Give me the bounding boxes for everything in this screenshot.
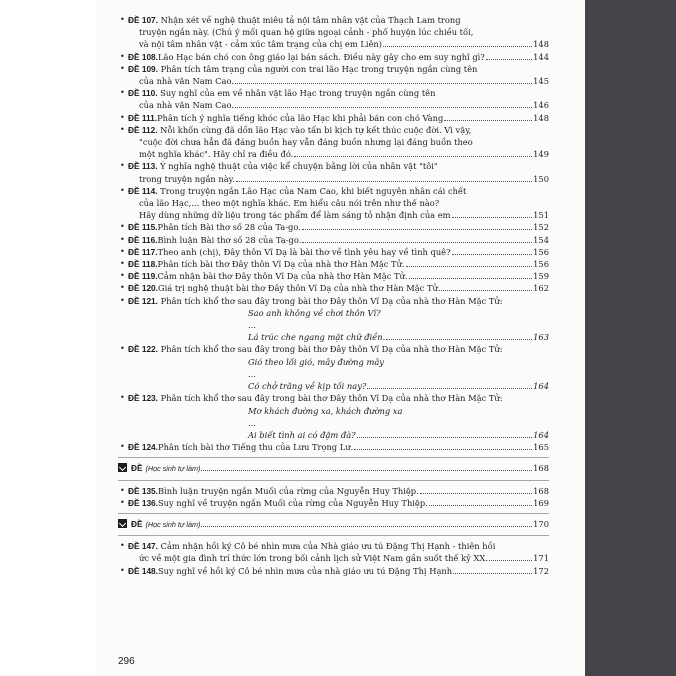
book-icon bbox=[118, 463, 127, 472]
verse-text: Có chở trăng về kịp tối nay? bbox=[248, 381, 367, 392]
entry-number: ĐỀ 111. bbox=[128, 112, 158, 123]
entry-page: 163 bbox=[533, 332, 549, 343]
entry-line bbox=[96, 75, 585, 87]
entry-text: Suy nghĩ về hồi ký Cô bé nhìn mưa của nhà giáo ưu tú Đặng Thị Hạnh bbox=[157, 565, 453, 576]
entry-text: Bình luận truyện ngắn Muối của rừng của Nguyễn Huy Thiệp. bbox=[157, 485, 419, 496]
entry-line bbox=[96, 63, 585, 75]
entry-line bbox=[96, 185, 585, 197]
dot-leader bbox=[354, 449, 532, 450]
verse-line: Mơ khách đường xa, khách đường xa bbox=[248, 405, 403, 416]
entry-line bbox=[96, 485, 585, 497]
entry-number: ĐỀ 147. bbox=[128, 541, 158, 552]
bullet-icon: • bbox=[120, 15, 125, 24]
bullet-icon: • bbox=[120, 185, 125, 195]
entry-page: 148 bbox=[533, 112, 549, 123]
entry-text: Phân tích bài thơ Tiếng thu của Lưu Trọng Lư. bbox=[157, 442, 354, 453]
bullet-icon: • bbox=[120, 271, 125, 281]
entry-number: ĐỀ 114. bbox=[128, 185, 158, 196]
verse-ellipsis: ... bbox=[248, 417, 256, 428]
toc-entry bbox=[96, 185, 585, 222]
entry-text: Bình luận Bài thơ số 28 của Ta-go. bbox=[157, 234, 302, 245]
verse-line: Gió theo lối gió, mây đường mây bbox=[248, 356, 384, 367]
toc-group-3 bbox=[96, 540, 585, 577]
toc-section-1 bbox=[96, 462, 585, 475]
toc-entry bbox=[96, 295, 585, 344]
entry-number: ĐỀ 118. bbox=[128, 259, 158, 270]
bullet-icon: • bbox=[120, 344, 125, 354]
entry-line bbox=[96, 160, 585, 172]
bullet-icon: • bbox=[120, 442, 125, 452]
toc-entry bbox=[96, 497, 585, 509]
entry-number: ĐỀ 136. bbox=[128, 497, 158, 508]
verse-text: Lá trúc che ngang mặt chữ điền. bbox=[248, 332, 386, 343]
entry-page: 159 bbox=[533, 271, 549, 282]
bullet-icon: • bbox=[120, 541, 125, 551]
entry-number: ĐỀ 116. bbox=[128, 234, 158, 245]
page-number: 296 bbox=[118, 656, 135, 667]
entry-page: 146 bbox=[533, 100, 549, 111]
entry-page: 168 bbox=[533, 485, 549, 496]
entry-line bbox=[96, 173, 585, 185]
toc-entry bbox=[96, 87, 585, 111]
verse-line bbox=[96, 380, 585, 392]
dot-leader bbox=[235, 107, 532, 108]
entry-line bbox=[96, 295, 585, 307]
bullet-icon: • bbox=[120, 283, 125, 293]
entry-page: 169 bbox=[533, 497, 549, 508]
entry-number: ĐỀ 148. bbox=[128, 565, 158, 576]
entry-page: 150 bbox=[533, 173, 549, 184]
toc-entry bbox=[96, 14, 585, 51]
bullet-icon: • bbox=[120, 124, 125, 134]
entry-number: ĐỀ 121. bbox=[128, 295, 158, 306]
bullet-icon: • bbox=[120, 63, 125, 73]
entry-text: Phân tích khổ thơ sau đây trong bài thơ Đây thôn Vĩ Dạ của nhà thơ Hàn Mặc Tử: bbox=[160, 344, 503, 355]
entry-number: ĐỀ 113. bbox=[128, 161, 158, 172]
entry-text: của nhà văn Nam Cao. bbox=[139, 100, 234, 111]
dot-leader bbox=[367, 388, 532, 389]
entry-text: Phân tích tâm trạng của người con trai lão Hạc trong truyện ngắn cùng tên bbox=[160, 63, 478, 74]
entry-number: ĐỀ 110. bbox=[128, 88, 158, 99]
entry-page: 164 bbox=[533, 381, 549, 392]
dot-leader bbox=[201, 470, 532, 471]
entry-page: 156 bbox=[533, 259, 549, 270]
toc-entry bbox=[96, 124, 585, 161]
entry-line bbox=[96, 87, 585, 99]
entry-text: Phân tích khổ thơ sau đây trong bài thơ Đây thôn Vĩ Dạ của nhà thơ Hàn Mặc Tử: bbox=[160, 393, 503, 404]
entry-text: Nhận xét về nghệ thuật miêu tả nội tâm nhân vật của Thạch Lam trong bbox=[160, 15, 461, 25]
entry-line bbox=[96, 221, 585, 233]
entry-line bbox=[96, 552, 585, 564]
verse-ellipsis: ... bbox=[248, 320, 256, 331]
table-of-contents bbox=[96, 14, 585, 577]
book-icon bbox=[118, 519, 127, 528]
entry-page: 156 bbox=[533, 246, 549, 257]
entry-text: Cảm nhận hồi ký Cô bé nhìn mưa của Nhà giáo ưu tú Đặng Thị Hạnh - thiên hồi bbox=[160, 541, 496, 552]
entry-line bbox=[96, 234, 585, 246]
entry-text: Giá trị nghệ thuật bài thơ Đây thôn Vĩ Dạ của nhà thơ Hàn Mặc Tử. bbox=[157, 283, 441, 294]
dot-leader bbox=[302, 242, 532, 243]
entry-text: Suy nghĩ của em về nhân vật lão Hạc trong truyện ngắn cùng tên bbox=[160, 88, 436, 99]
entry-page: 144 bbox=[533, 51, 549, 62]
right-margin bbox=[585, 0, 676, 676]
entry-number: ĐỀ 112. bbox=[128, 124, 158, 135]
entry-line bbox=[96, 26, 585, 38]
entry-line bbox=[96, 112, 585, 124]
entry-line bbox=[96, 209, 585, 221]
entry-line bbox=[96, 497, 585, 509]
bullet-icon: • bbox=[120, 112, 125, 122]
toc-section-2 bbox=[96, 518, 585, 531]
dot-leader bbox=[453, 573, 532, 574]
toc-group-2 bbox=[96, 485, 585, 509]
entry-line bbox=[96, 270, 585, 282]
entry-number: ĐỀ 124. bbox=[128, 442, 158, 453]
entry-text: trong truyện ngắn này. bbox=[139, 173, 235, 184]
entry-line bbox=[96, 124, 585, 136]
dot-leader bbox=[409, 278, 533, 279]
toc-entry bbox=[96, 540, 585, 564]
entry-line bbox=[96, 197, 585, 209]
entry-page: 152 bbox=[533, 222, 549, 233]
divider bbox=[118, 457, 549, 458]
dot-leader bbox=[452, 254, 533, 255]
entry-number: ĐỀ 108. bbox=[128, 51, 158, 62]
section-label: ĐỀ bbox=[131, 518, 143, 529]
entry-number: ĐỀ 109. bbox=[128, 63, 158, 74]
divider bbox=[118, 513, 549, 514]
dot-leader bbox=[201, 526, 532, 527]
entry-text: Lão Hạc bán chó con ông giáo lại bán sách. Điều này gây cho em suy nghĩ gì? bbox=[157, 51, 485, 62]
section-page: 168 bbox=[533, 463, 549, 474]
entry-text: Phân tích khổ thơ sau đây trong bài thơ Đây thôn Vĩ Dạ của nhà thơ Hàn Mặc Tử: bbox=[160, 295, 503, 306]
bullet-icon: • bbox=[120, 246, 125, 256]
entry-text: Theo anh (chị), Đây thôn Vĩ Dạ là bài thơ về tình yêu hay về tình quê? bbox=[157, 246, 451, 257]
entry-text: Ý nghĩa nghệ thuật của việc kể chuyện bằng lời của nhân vật "tôi" bbox=[160, 161, 438, 172]
toc-entry bbox=[96, 234, 585, 246]
bullet-icon: • bbox=[120, 295, 125, 305]
entry-line bbox=[96, 392, 585, 404]
dot-leader bbox=[420, 493, 532, 494]
entry-page: 154 bbox=[533, 234, 549, 245]
book-page bbox=[96, 0, 585, 676]
bullet-icon: • bbox=[120, 565, 125, 575]
verse-line: Sao anh không về chơi thôn Vĩ? bbox=[248, 307, 381, 318]
bullet-icon: • bbox=[120, 393, 125, 403]
entry-line bbox=[96, 282, 585, 294]
entry-number: ĐỀ 117. bbox=[128, 246, 158, 257]
toc-entry bbox=[96, 51, 585, 63]
entry-page: 172 bbox=[533, 565, 549, 576]
dot-leader bbox=[235, 83, 532, 84]
section-page: 170 bbox=[533, 518, 549, 529]
bullet-icon: • bbox=[120, 88, 125, 98]
dot-leader bbox=[302, 229, 532, 230]
entry-line bbox=[96, 136, 585, 148]
dot-leader bbox=[386, 339, 532, 340]
section-note: (Học sinh tự làm) bbox=[145, 519, 201, 529]
entry-page: 165 bbox=[533, 442, 549, 453]
entry-page: 148 bbox=[533, 39, 549, 50]
dot-leader bbox=[294, 156, 532, 157]
dot-leader bbox=[486, 59, 532, 60]
toc-entry bbox=[96, 160, 585, 184]
bullet-icon: • bbox=[120, 161, 125, 171]
entry-text: ức về một gia đình trí thức lớn trong bối cảnh lịch sử Việt Nam gần suốt thế kỷ XX. bbox=[139, 553, 488, 564]
verse-line bbox=[96, 429, 585, 441]
toc-entry bbox=[96, 392, 585, 441]
entry-page: 149 bbox=[533, 149, 549, 160]
verse-line bbox=[96, 331, 585, 343]
dot-leader bbox=[383, 46, 532, 47]
dot-leader bbox=[429, 505, 532, 506]
toc-entry bbox=[96, 343, 585, 392]
entry-number: ĐỀ 123. bbox=[128, 393, 158, 404]
entry-line bbox=[96, 51, 585, 63]
left-margin bbox=[0, 0, 96, 676]
entry-line bbox=[96, 14, 585, 26]
dot-leader bbox=[236, 181, 532, 182]
entry-number: ĐỀ 115. bbox=[128, 222, 158, 233]
section-label: ĐỀ bbox=[131, 463, 143, 474]
bullet-icon: • bbox=[120, 222, 125, 232]
toc-entry bbox=[96, 565, 585, 577]
toc-entry bbox=[96, 258, 585, 270]
entry-text: Nỗi khốn cùng đã dồn lão Hạc vào tấn bi kịch tự kết thúc cuộc đời. Vì vậy, bbox=[160, 124, 472, 135]
entry-line bbox=[96, 38, 585, 50]
verse-ellipsis: ... bbox=[248, 368, 256, 379]
entry-text: Phân tích Bài thơ số 28 của Ta-go. bbox=[157, 222, 301, 233]
entry-text: của lão Hạc,... theo một nghĩa khác. Em hiểu câu nói trên như thế nào? bbox=[139, 198, 440, 209]
entry-text: "cuộc đời chưa hẳn đã đáng buồn hay vẫn đáng buồn nhưng lại đáng buồn theo bbox=[139, 137, 473, 148]
entry-line bbox=[96, 148, 585, 160]
entry-text: và nội tâm nhân vật - cảm xúc tâm trạng của chị em Liên) bbox=[139, 39, 382, 50]
toc-entry bbox=[96, 282, 585, 294]
toc-entry bbox=[96, 441, 585, 453]
entry-line bbox=[96, 540, 585, 552]
toc-entry bbox=[96, 485, 585, 497]
entry-page: 164 bbox=[533, 429, 549, 440]
entry-number: ĐỀ 107. bbox=[128, 15, 158, 25]
entry-line bbox=[96, 246, 585, 258]
verse-text: Ai biết tình ai có đậm đà? bbox=[248, 429, 356, 440]
entry-line bbox=[96, 441, 585, 453]
toc-group-1 bbox=[96, 14, 585, 453]
bullet-icon: • bbox=[120, 51, 125, 61]
entry-text: Suy nghĩ về truyện ngắn Muối của rừng của Nguyễn Huy Thiệp. bbox=[157, 497, 428, 508]
entry-text: một nghĩa khác". Hãy chỉ ra điều đó. bbox=[139, 149, 294, 160]
entry-line bbox=[96, 343, 585, 355]
toc-entry bbox=[96, 63, 585, 87]
entry-number: ĐỀ 122. bbox=[128, 344, 158, 355]
section-note: (Học sinh tự làm) bbox=[145, 464, 201, 474]
entry-text: Phân tích bài thơ Đây thôn Vĩ Dạ của nhà thơ Hàn Mặc Tử. bbox=[157, 259, 405, 270]
entry-text: Cảm nhận bài thơ Đây thôn Vĩ Dạ của nhà thơ Hàn Mặc Tử. bbox=[157, 271, 408, 282]
toc-entry bbox=[96, 112, 585, 124]
divider bbox=[118, 535, 549, 536]
dot-leader bbox=[441, 290, 532, 291]
entry-page: 145 bbox=[533, 76, 549, 87]
entry-number: ĐỀ 119. bbox=[128, 271, 158, 282]
entry-number: ĐỀ 135. bbox=[128, 485, 158, 496]
dot-leader bbox=[489, 560, 532, 561]
entry-page: 171 bbox=[533, 553, 549, 564]
toc-entry bbox=[96, 246, 585, 258]
entry-text: truyện ngắn này. (Chú ý mối quan hệ giữa ngoại cảnh - phố huyện lúc chiều tối, bbox=[139, 27, 474, 38]
bullet-icon: • bbox=[120, 259, 125, 269]
entry-number: ĐỀ 120. bbox=[128, 283, 158, 294]
dot-leader bbox=[357, 437, 533, 438]
entry-text: Hãy dùng những dữ liệu trong tác phẩm để làm sáng tỏ nhận định của em bbox=[139, 210, 451, 221]
bullet-icon: • bbox=[120, 485, 125, 495]
dot-leader bbox=[452, 217, 533, 218]
divider bbox=[118, 480, 549, 481]
entry-line bbox=[96, 258, 585, 270]
toc-entry bbox=[96, 221, 585, 233]
entry-page: 162 bbox=[533, 283, 549, 294]
bullet-icon: • bbox=[120, 234, 125, 244]
toc-entry bbox=[96, 270, 585, 282]
entry-page: 151 bbox=[533, 210, 549, 221]
entry-text: Phân tích ý nghĩa tiếng khóc của lão Hạc khi phải bán con chó Vàng bbox=[157, 112, 444, 123]
entry-line bbox=[96, 565, 585, 577]
dot-leader bbox=[406, 266, 533, 267]
bullet-icon: • bbox=[120, 497, 125, 507]
entry-text: của nhà văn Nam Cao. bbox=[139, 76, 234, 87]
entry-line bbox=[96, 99, 585, 111]
entry-text: Trong truyện ngắn Lão Hạc của Nam Cao, khi biết nguyên nhân cái chết bbox=[160, 185, 467, 196]
dot-leader bbox=[444, 120, 532, 121]
